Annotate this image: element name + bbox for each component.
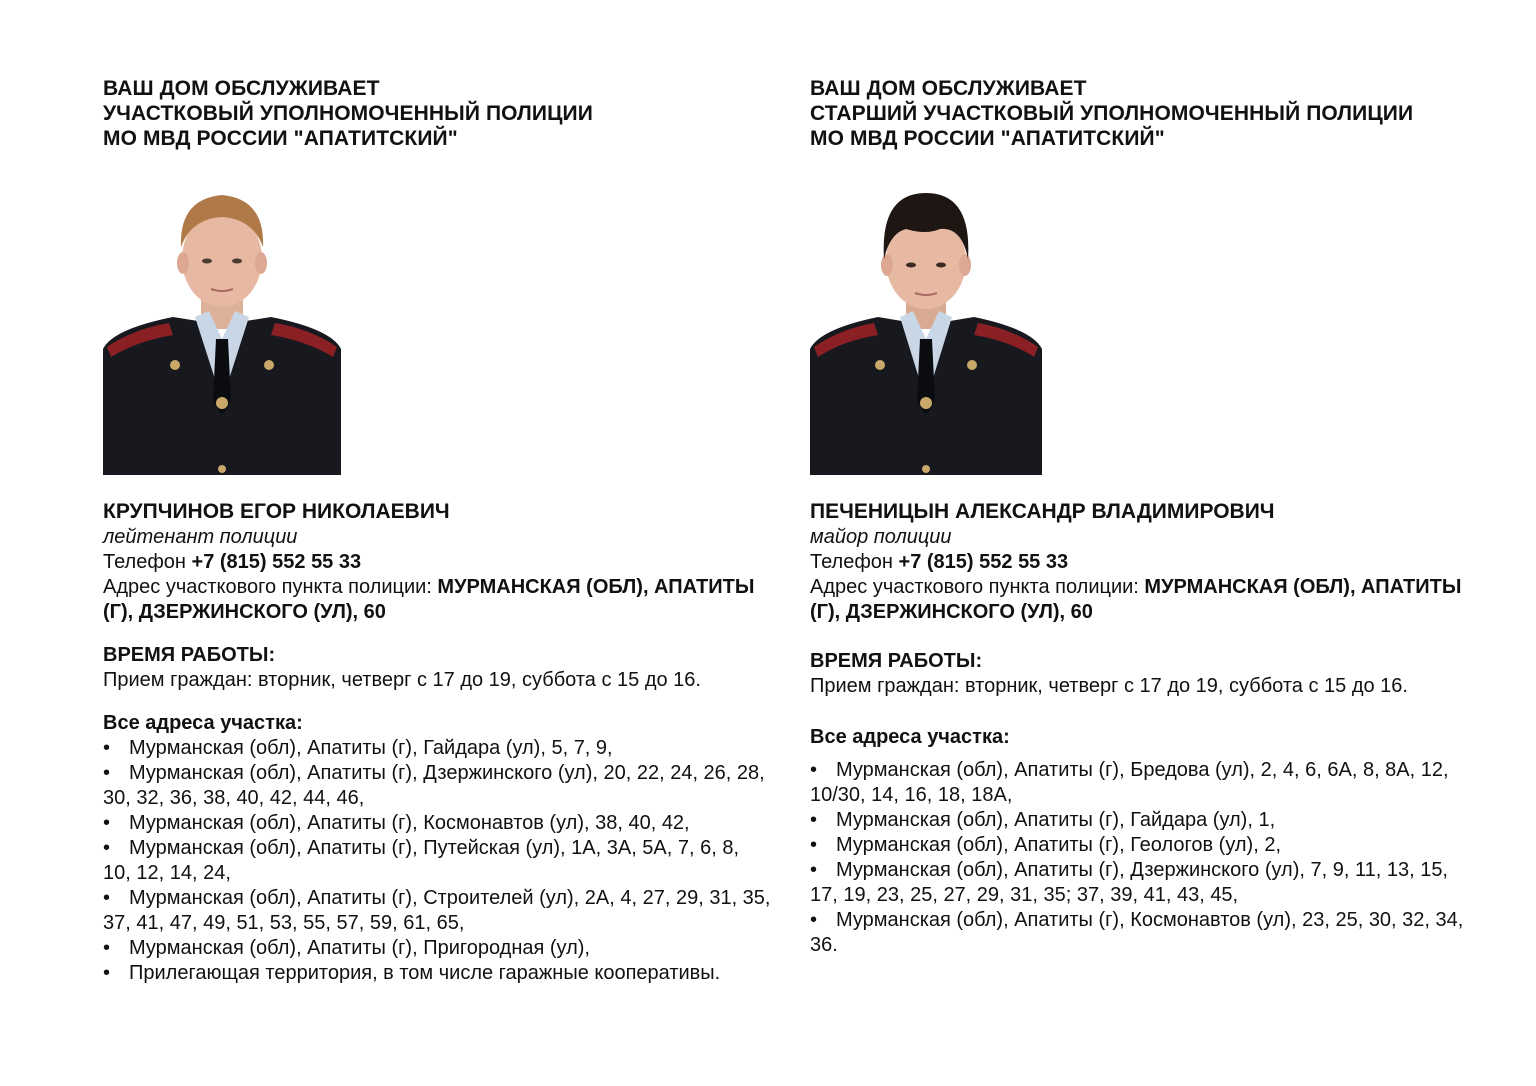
- bullet-icon: •: [810, 859, 818, 881]
- list-item: [103, 836, 771, 886]
- list-item: [103, 961, 771, 986]
- officer-portrait-right: [810, 189, 1042, 475]
- bullet-icon: •: [103, 762, 111, 784]
- list-item: [810, 858, 1478, 908]
- heading-line: ВАШ ДОМ ОБСЛУЖИВАЕТ: [810, 77, 1087, 100]
- officer-portrait-left: [103, 189, 341, 475]
- list-item-text: Мурманская (обл), Апатиты (г), Пригородная (ул),: [129, 937, 590, 959]
- heading-line: УЧАСТКОВЫЙ УПОЛНОМОЧЕННЫЙ ПОЛИЦИИ: [103, 102, 593, 125]
- address-value: МУРМАНСКАЯ (ОБЛ), АПАТИТЫ (Г), ДЗЕРЖИНСКОГО (УЛ), 60: [810, 576, 1462, 623]
- bullet-icon: •: [810, 909, 818, 931]
- bullet-icon: •: [810, 809, 818, 831]
- address-list-left: [103, 736, 771, 986]
- officer-photo-left: [103, 189, 341, 475]
- heading-line: МО МВД РОССИИ "АПАТИТСКИЙ": [810, 127, 1165, 150]
- heading-line: ВАШ ДОМ ОБСЛУЖИВАЕТ: [103, 77, 380, 100]
- hours-title: ВРЕМЯ РАБОТЫ:: [810, 650, 983, 672]
- list-item-text: Мурманская (обл), Апатиты (г), Дзержинского (ул), 20, 22, 24, 26, 28, 30, 32, 36, 38, 40, 42, 44, 46,: [103, 762, 765, 809]
- list-item-text: Мурманская (обл), Апатиты (г), Гайдара (ул), 1,: [836, 809, 1276, 831]
- list-item: [103, 761, 771, 811]
- list-item: [103, 886, 771, 936]
- phone-number: +7 (815) 552 55 33: [191, 551, 362, 573]
- addresses-title: Все адреса участка:: [810, 726, 1010, 748]
- list-item-text: Мурманская (обл), Апатиты (г), Дзержинского (ул), 7, 9, 11, 13, 15, 17, 19, 23, 25, 27, 29, 31, 35; 37, 39, 41, 43, 45,: [810, 859, 1448, 906]
- addresses-title: Все адреса участка:: [103, 712, 303, 734]
- list-item: [810, 758, 1478, 808]
- address-label: Адрес участкового пункта полиции:: [103, 576, 438, 598]
- officer-card-right: [810, 76, 1478, 958]
- list-item: [103, 811, 771, 836]
- list-item: [103, 736, 771, 761]
- bullet-icon: •: [103, 737, 111, 759]
- list-item-text: Мурманская (обл), Апатиты (г), Геологов (ул), 2,: [836, 834, 1282, 856]
- list-item: [810, 833, 1478, 858]
- list-item-text: Мурманская (обл), Апатиты (г), Гайдара (ул), 5, 7, 9,: [129, 737, 613, 759]
- address-list-right: [810, 758, 1478, 958]
- heading-right: [810, 76, 1478, 151]
- officer-card-left: [103, 76, 771, 986]
- bullet-icon: •: [810, 759, 818, 781]
- address-line: [810, 575, 1478, 625]
- list-item-text: Мурманская (обл), Апатиты (г), Космонавтов (ул), 23, 25, 30, 32, 34, 36.: [810, 909, 1464, 956]
- officer-rank: майор полиции: [810, 526, 952, 548]
- list-item-text: Мурманская (обл), Апатиты (г), Космонавтов (ул), 38, 40, 42,: [129, 812, 690, 834]
- officer-rank: лейтенант полиции: [103, 526, 298, 548]
- hours-text: Прием граждан: вторник, четверг с 17 до 19, суббота с 15 до 16.: [103, 669, 701, 691]
- hours-text: Прием граждан: вторник, четверг с 17 до 19, суббота с 15 до 16.: [810, 675, 1408, 697]
- address-label: Адрес участкового пункта полиции:: [810, 576, 1145, 598]
- heading-line: МО МВД РОССИИ "АПАТИТСКИЙ": [103, 127, 458, 150]
- list-item: [810, 908, 1478, 958]
- phone-line: [103, 550, 771, 575]
- bullet-icon: •: [103, 937, 111, 959]
- address-value: МУРМАНСКАЯ (ОБЛ), АПАТИТЫ (Г), ДЗЕРЖИНСКОГО (УЛ), 60: [103, 576, 755, 623]
- bullet-icon: •: [103, 837, 111, 859]
- list-item: [103, 936, 771, 961]
- list-item-text: Прилегающая территория, в том числе гаражные кооперативы.: [129, 962, 721, 984]
- list-item-text: Мурманская (обл), Апатиты (г), Бредова (ул), 2, 4, 6, 6А, 8, 8А, 12, 10/30, 14, 16, 18, 18А,: [810, 759, 1449, 806]
- bullet-icon: •: [810, 834, 818, 856]
- bullet-icon: •: [103, 887, 111, 909]
- officer-photo-right: [810, 189, 1042, 475]
- list-item-text: Мурманская (обл), Апатиты (г), Путейская (ул), 1А, 3А, 5А, 7, 6, 8, 10, 12, 14, 24,: [103, 837, 740, 884]
- phone-line: [810, 550, 1478, 575]
- list-item-text: Мурманская (обл), Апатиты (г), Строителей (ул), 2А, 4, 27, 29, 31, 35, 37, 41, 47, 49, 51, 53, 55, 57, 59, 61, 65,: [103, 887, 771, 934]
- phone-number: +7 (815) 552 55 33: [898, 551, 1069, 573]
- list-item: [810, 808, 1478, 833]
- phone-label: Телефон: [103, 551, 192, 573]
- heading-left: [103, 76, 771, 151]
- bullet-icon: •: [103, 962, 111, 984]
- address-line: [103, 575, 771, 625]
- bullet-icon: •: [103, 812, 111, 834]
- phone-label: Телефон: [810, 551, 899, 573]
- hours-title: ВРЕМЯ РАБОТЫ:: [103, 644, 276, 666]
- heading-line: СТАРШИЙ УЧАСТКОВЫЙ УПОЛНОМОЧЕННЫЙ ПОЛИЦИИ: [810, 102, 1414, 125]
- officer-name: КРУПЧИНОВ ЕГОР НИКОЛАЕВИЧ: [103, 500, 450, 523]
- officer-name: ПЕЧЕНИЦЫН АЛЕКСАНДР ВЛАДИМИРОВИЧ: [810, 500, 1275, 523]
